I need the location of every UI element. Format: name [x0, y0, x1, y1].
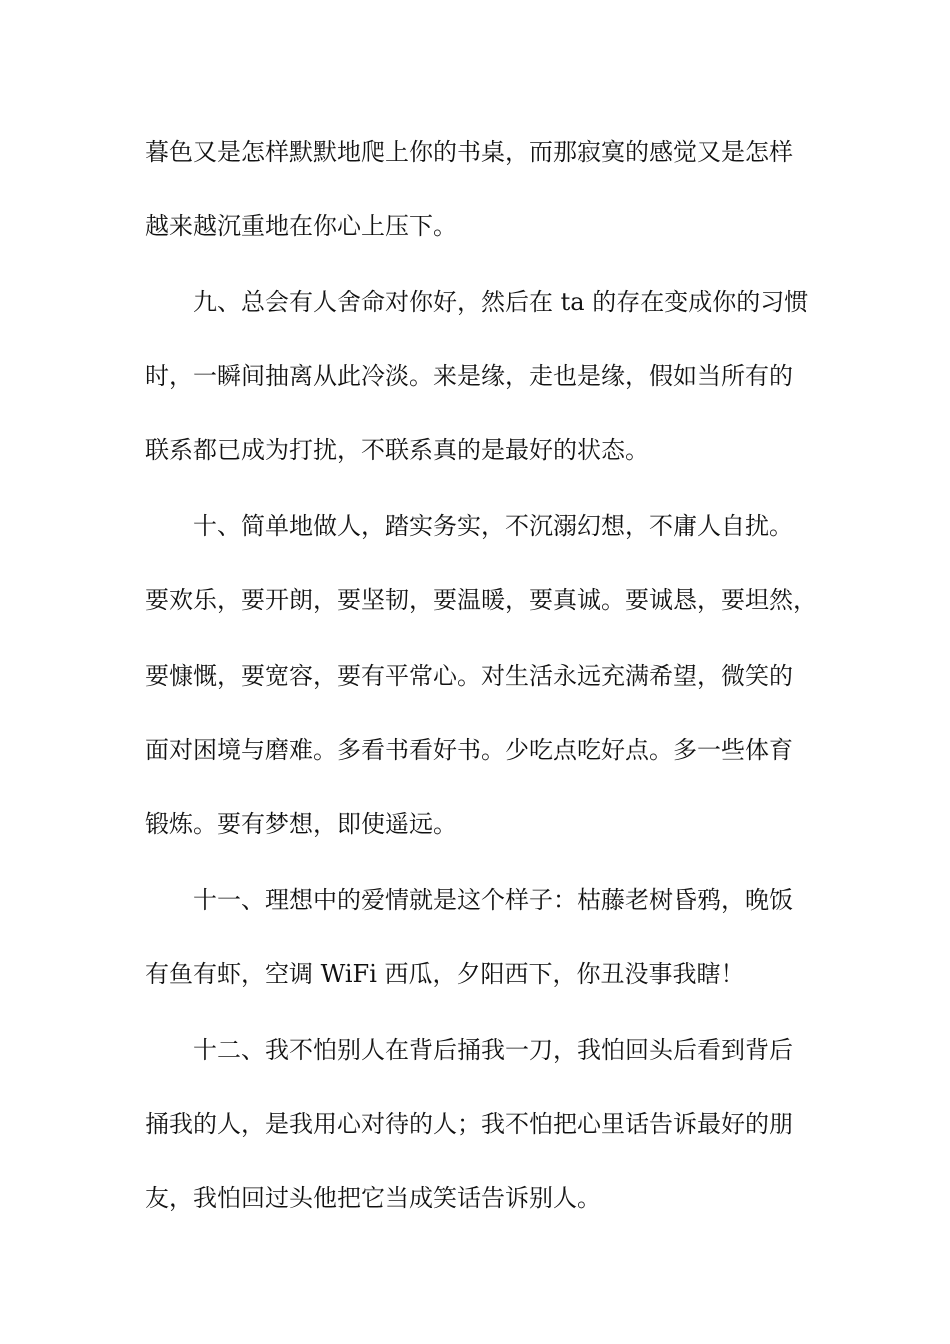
text-line: 捅我的人，是我用心对待的人；我不怕把心里话告诉最好的朋 [145, 1110, 793, 1138]
text-line: 面对困境与磨难。多看书看好书。少吃点吃好点。多一些体育 [145, 736, 793, 764]
text-line: 有鱼有虾，空调 WiFi 西瓜，夕阳西下，你丑没事我瞎！ [145, 960, 745, 988]
paragraph-11-first-line: 十一、理想中的爱情就是这个样子：枯藤老树昏鸦，晚饭 [193, 886, 793, 914]
paragraph-10-first-line: 十、简单地做人，踏实务实，不沉溺幻想，不庸人自扰。 [193, 512, 793, 540]
text-line: 要欢乐，要开朗，要坚韧，要温暖，要真诚。要诚恳，要坦然， [145, 586, 817, 614]
text-line: 锻炼。要有梦想，即使遥远。 [145, 810, 457, 838]
paragraph-12-first-line: 十二、我不怕别人在背后捅我一刀，我怕回头后看到背后 [193, 1036, 793, 1064]
text-line: 友，我怕回过头他把它当成笑话告诉别人。 [145, 1184, 601, 1212]
text-line: 暮色又是怎样默默地爬上你的书桌，而那寂寞的感觉又是怎样 [145, 138, 793, 166]
paragraph-9-first-line: 九、总会有人舍命对你好，然后在 ta 的存在变成你的习惯 [193, 288, 809, 316]
text-line: 越来越沉重地在你心上压下。 [145, 212, 457, 240]
text-line: 联系都已成为打扰，不联系真的是最好的状态。 [145, 436, 649, 464]
text-line: 要慷慨，要宽容，要有平常心。对生活永远充满希望，微笑的 [145, 662, 793, 690]
text-line: 时，一瞬间抽离从此冷淡。来是缘，走也是缘，假如当所有的 [145, 362, 793, 390]
